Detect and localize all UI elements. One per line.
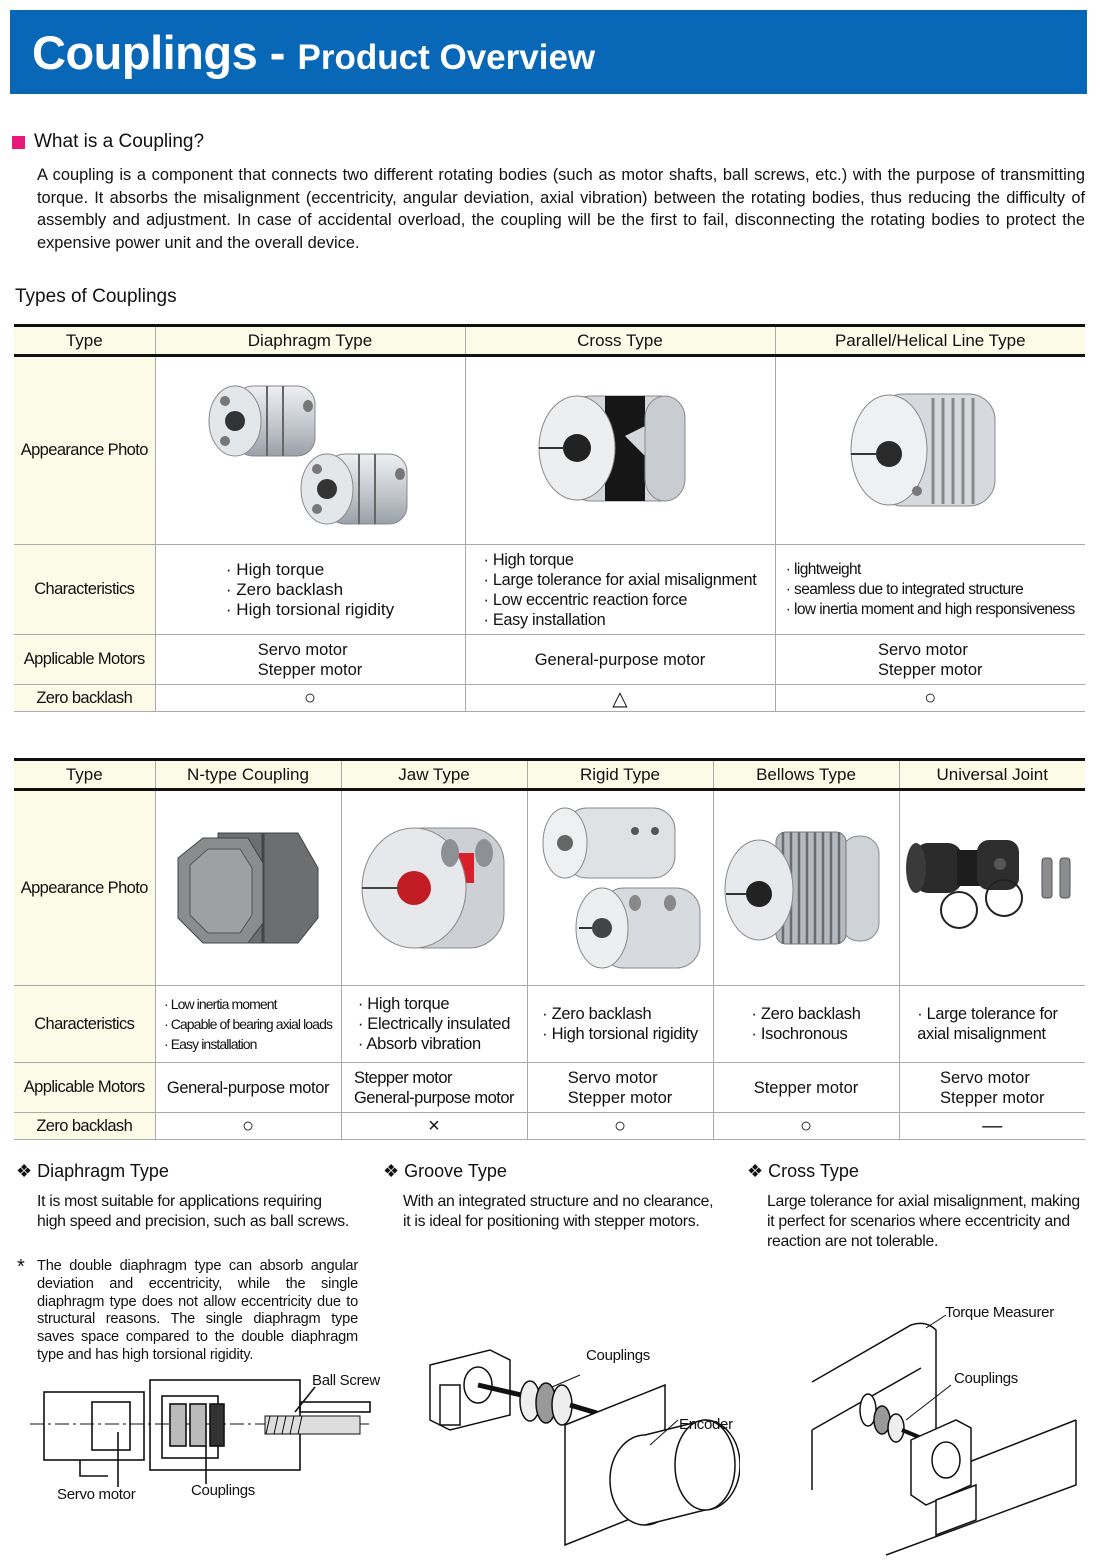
row-label-photo: Appearance Photo (14, 356, 155, 545)
universal-joint-image (902, 828, 1082, 948)
col-header-type: Type (14, 326, 155, 356)
motor-line: Stepper motor (939, 1088, 1045, 1107)
photo-jaw (341, 790, 527, 986)
note-line: It is most suitable for applications requiring (37, 1193, 322, 1210)
char-item: · Low inertia moment (164, 994, 332, 1014)
row-label-char: Characteristics (14, 986, 155, 1063)
char-item: · Large tolerance for axial misalignment (483, 570, 756, 590)
label-servo-motor: Servo motor (57, 1486, 136, 1503)
char-item: · Absorb vibration (358, 1034, 510, 1054)
photo-parallel (775, 356, 1085, 545)
char-item: · High torque (226, 560, 394, 580)
zero-bellows: ○ (713, 1113, 899, 1140)
char-item: · Isochronous (751, 1024, 860, 1044)
motors-bellows (713, 1063, 899, 1113)
motor-line: General-purpose motor (166, 1078, 330, 1097)
note-title-diaphragm: ❖ Diaphragm Type (16, 1161, 169, 1181)
char-item: · High torsional rigidity (542, 1024, 698, 1044)
motors-diaphragm (155, 635, 465, 685)
char-item: · lightweight (786, 560, 1075, 580)
ntype-coupling-image (168, 823, 328, 953)
jaw-coupling-image (354, 813, 514, 963)
label-couplings-3: Couplings (954, 1370, 1019, 1387)
char-item: · Low eccentric reaction force (483, 590, 756, 610)
col-header-jaw: Jaw Type (341, 760, 527, 790)
col-header-bellows: Bellows Type (713, 760, 899, 790)
zero-rigid: ○ (527, 1113, 713, 1140)
intro-heading-text: What is a Coupling? (34, 131, 205, 152)
diagram-encoder (420, 1345, 740, 1560)
char-item: · Capable of bearing axial loads (164, 1014, 332, 1034)
char-item: · seamless due to integrated structure (786, 580, 1075, 600)
torque-measurer-drawing (806, 1310, 1086, 1560)
banner-subtitle: Product Overview (297, 38, 596, 77)
char-item: · Zero backlash (751, 1004, 860, 1024)
char-jaw (341, 986, 527, 1063)
char-item: · Easy installation (483, 610, 756, 630)
types-title: Types of Couplings (15, 286, 177, 307)
motor-line: Stepper motor (353, 1068, 453, 1087)
photo-ntype (155, 790, 341, 986)
char-diaphragm (155, 545, 465, 635)
row-label-zero: Zero backlash (14, 1113, 155, 1140)
note-line: With an integrated structure and no clearance, (403, 1193, 714, 1210)
footnote-text: The double diaphragm type can absorb angular deviation and eccentricity, while the single diaphragm type does not allow eccentricity due to structural reasons. The single diaphragm type saves space compared to the double diaphragm type and has high torsional rigidity. (37, 1258, 358, 1363)
col-header-parallel: Parallel/Helical Line Type (775, 326, 1085, 356)
zero-ntype: ○ (155, 1113, 341, 1140)
motor-line: Servo motor (567, 1068, 658, 1087)
char-item: · Large tolerance for axial misalignment (917, 1004, 1067, 1044)
char-item: · Zero backlash (542, 1004, 698, 1024)
col-header-rigid: Rigid Type (527, 760, 713, 790)
photo-bellows (713, 790, 899, 986)
col-header-ntype: N-type Coupling (155, 760, 341, 790)
footnote-star: * (17, 1256, 25, 1278)
row-label-motors: Applicable Motors (14, 635, 155, 685)
diagram-torque-measurer (806, 1310, 1086, 1560)
char-item: · Electrically insulated (358, 1014, 510, 1034)
photo-universal (899, 790, 1085, 986)
char-bellows (713, 986, 899, 1063)
motor-line: Stepper motor (753, 1078, 859, 1097)
char-cross (465, 545, 775, 635)
page-banner (10, 10, 1087, 94)
motor-line: Servo motor (877, 640, 968, 659)
banner-separator: - (257, 26, 298, 79)
footnote (17, 1258, 358, 1365)
note-title-groove: ❖ Groove Type (383, 1161, 507, 1181)
note-body-groove (403, 1192, 713, 1232)
note-body-cross (767, 1192, 1080, 1252)
bellows-coupling-image (721, 818, 891, 958)
note-line: it perfect for scenarios where eccentricity and (767, 1213, 1070, 1230)
encoder-drawing (420, 1345, 740, 1560)
row-label-photo: Appearance Photo (14, 790, 155, 986)
col-header-cross: Cross Type (465, 326, 775, 356)
char-item: · low inertia moment and high responsiveness (786, 600, 1075, 620)
char-item: · Zero backlash (226, 580, 394, 600)
motor-line: Stepper motor (257, 660, 363, 679)
motor-line: General-purpose motor (534, 650, 706, 669)
col-header-diaphragm: Diaphragm Type (155, 326, 465, 356)
motors-cross (465, 635, 775, 685)
intro-heading (12, 131, 204, 153)
section-square-icon (12, 136, 25, 149)
motors-jaw (341, 1063, 527, 1113)
motor-line: General-purpose motor (353, 1088, 515, 1107)
motors-ntype (155, 1063, 341, 1113)
label-torque-measurer: Torque Measurer (945, 1304, 1054, 1321)
cross-coupling-image (535, 386, 705, 516)
zero-diaphragm: ○ (155, 685, 465, 712)
col-header-universal: Universal Joint (899, 760, 1085, 790)
char-item: · High torque (358, 994, 510, 1014)
zero-parallel: ○ (775, 685, 1085, 712)
label-couplings-2: Couplings (586, 1347, 651, 1364)
motor-line: Servo motor (939, 1068, 1030, 1087)
intro-text: A coupling is a component that connects two different rotating bodies (such as motor shafts, ball screws, etc.) with the purpose of transmitting torque. It absorbs the misalignment (eccentricity, angular deviation, axial vibration) between the rotating bodies, thus reducing the difficulty of assembly and adjustment. In case of accidental overload, the coupling will be the first to fail, disconnecting the rotating bodies to protect the expensive power unit and the overall device. (37, 166, 1085, 253)
note-title-cross: ❖ Cross Type (747, 1161, 859, 1181)
photo-diaphragm (155, 356, 465, 545)
motors-parallel (775, 635, 1085, 685)
zero-universal: — (899, 1113, 1085, 1140)
rigid-coupling-image (535, 803, 705, 973)
coupling-table-2 (14, 758, 1085, 1140)
row-label-motors: Applicable Motors (14, 1063, 155, 1113)
char-universal (899, 986, 1085, 1063)
char-rigid (527, 986, 713, 1063)
char-item: · High torque (483, 550, 756, 570)
label-encoder: Encoder (679, 1416, 733, 1433)
label-ball-screw: Ball Screw (312, 1372, 380, 1389)
parallel-coupling-image (845, 386, 1015, 516)
char-item: · Easy installation (164, 1034, 332, 1054)
motors-universal (899, 1063, 1085, 1113)
coupling-table-1 (14, 324, 1085, 712)
diaphragm-coupling-image (195, 371, 425, 531)
col-header-type: Type (14, 760, 155, 790)
motor-line: Stepper motor (567, 1088, 673, 1107)
label-couplings-1: Couplings (191, 1482, 256, 1499)
motors-rigid (527, 1063, 713, 1113)
motor-line: Servo motor (257, 640, 348, 659)
zero-cross: △ (465, 685, 775, 712)
char-item: · High torsional rigidity (226, 600, 394, 620)
zero-jaw: × (341, 1113, 527, 1140)
note-line: Large tolerance for axial misalignment, making (767, 1193, 1080, 1210)
banner-title: Couplings (32, 26, 258, 79)
photo-cross (465, 356, 775, 545)
char-ntype (155, 986, 341, 1063)
row-label-zero: Zero backlash (14, 685, 155, 712)
note-line: high speed and precision, such as ball screws. (37, 1213, 349, 1230)
note-line: it is ideal for positioning with stepper motors. (403, 1213, 700, 1230)
row-label-char: Characteristics (14, 545, 155, 635)
note-body-diaphragm (37, 1192, 349, 1232)
motor-line: Stepper motor (877, 660, 983, 679)
char-parallel (775, 545, 1085, 635)
note-line: reaction are not tolerable. (767, 1233, 939, 1250)
photo-rigid (527, 790, 713, 986)
